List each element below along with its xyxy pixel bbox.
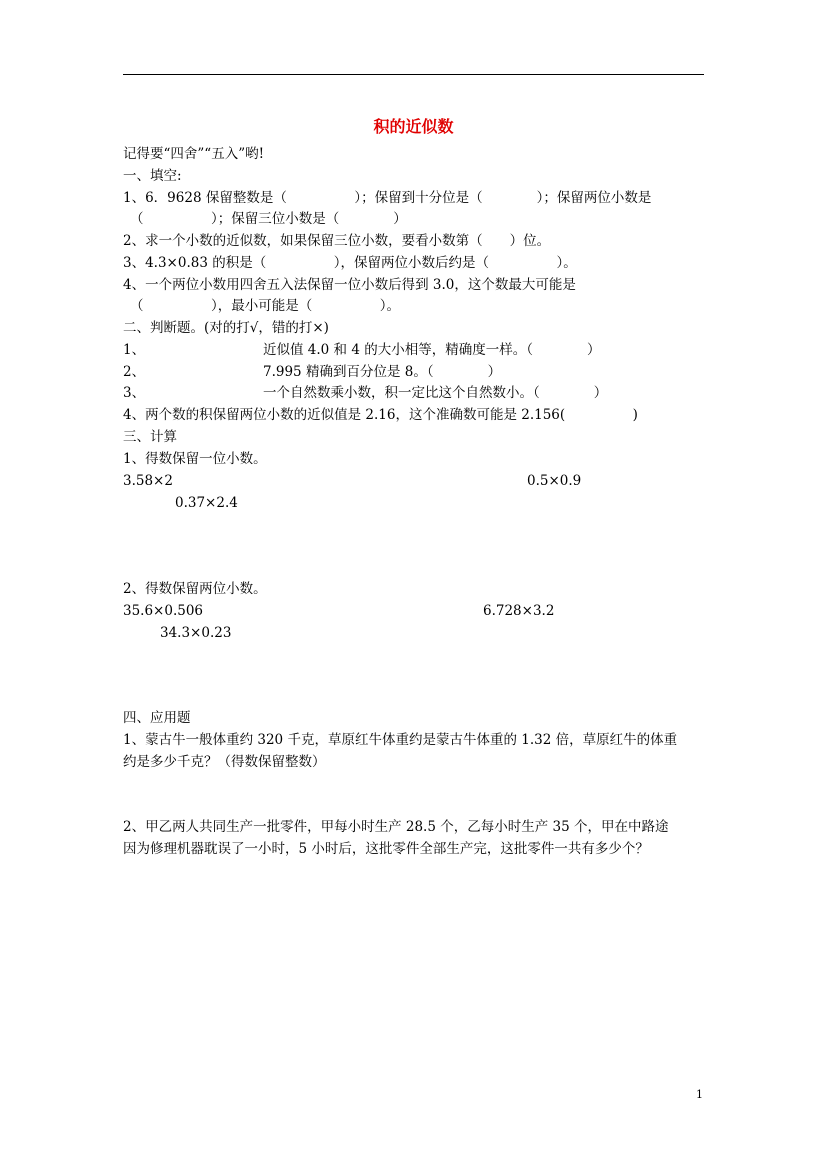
calc-expression-5: 6.728×3.2 bbox=[483, 603, 555, 619]
document-title: 积的近似数 bbox=[373, 117, 454, 136]
fill-q4-line2: （ ），最小可能是（ ）。 bbox=[130, 298, 400, 314]
calc-expression-2: 0.5×0.9 bbox=[527, 473, 582, 489]
app-problem-2-line1: 2、甲乙两人共同生产一批零件，甲每小时生产 28.5 个，乙每小时生产 35 个，甲在中路途 bbox=[123, 819, 669, 835]
fill-q2: 2、求一个小数的近似数，如果保留三位小数，要看小数第（ ）位。 bbox=[123, 233, 551, 249]
page-number: 1 bbox=[696, 1088, 703, 1101]
app-problem-1-line2: 约是多少千克？（得数保留整数） bbox=[123, 754, 326, 770]
app-problem-1-line1: 1、蒙古牛一般体重约 320 千克，草原红牛体重约是蒙古牛体重的 1.32 倍，草原红牛的体重 bbox=[123, 732, 678, 748]
fill-q4-line1: 4、一个两位小数用四舍五入法保留一位小数后得到 3.0，这个数最大可能是 bbox=[123, 277, 576, 293]
fill-q1-line1: 1、6．9628 保留整数是（ ）；保留到十分位是（ ）；保留两位小数是 bbox=[123, 190, 652, 206]
section-fill-blank-heading: 一、填空: bbox=[123, 168, 182, 184]
section-application-heading: 四、应用题 bbox=[123, 710, 191, 726]
fill-q3: 3、4.3×0.83 的积是（ ），保留两位小数后约是（ ）。 bbox=[123, 255, 577, 271]
header-rule bbox=[123, 74, 704, 75]
section-calc-heading: 三、计算 bbox=[123, 429, 177, 445]
calc-expression-3: 0.37×2.4 bbox=[175, 495, 238, 511]
judge-q4: 4、两个数的积保留两位小数的近似值是 2.16，这个准确数可能是 2.156( ) bbox=[123, 407, 638, 423]
judge-q2: 7.995 精确到百分位是 8。（ ） bbox=[263, 364, 502, 380]
calc-sub1-heading: 1、得数保留一位小数。 bbox=[123, 451, 267, 467]
calc-expression-1: 3.58×2 bbox=[123, 473, 173, 489]
judge-q1-number: 1、 bbox=[123, 342, 146, 358]
judge-q2-number: 2、 bbox=[123, 364, 146, 380]
app-problem-2-line2: 因为修理机器耽误了一小时，5 小时后，这批零件全部生产完，这批零件一共有多少个？ bbox=[123, 841, 649, 857]
reminder-line: 记得要“四舍”“五入”哟! bbox=[123, 146, 265, 162]
fill-q1-line2: （ ）；保留三位小数是（ ） bbox=[130, 211, 407, 227]
judge-q1: 近似值 4.0 和 4 的大小相等，精确度一样。（ ） bbox=[263, 342, 601, 358]
judge-q3: 一个自然数乘小数，积一定比这个自然数小。（ ） bbox=[263, 385, 608, 401]
section-judge-heading: 二、判断题。(对的打√，错的打×) bbox=[123, 320, 329, 336]
judge-q3-number: 3、 bbox=[123, 385, 146, 401]
calc-expression-6: 34.3×0.23 bbox=[160, 625, 232, 641]
calc-sub2-heading: 2、得数保留两位小数。 bbox=[123, 581, 267, 597]
calc-expression-4: 35.6×0.506 bbox=[123, 603, 204, 619]
